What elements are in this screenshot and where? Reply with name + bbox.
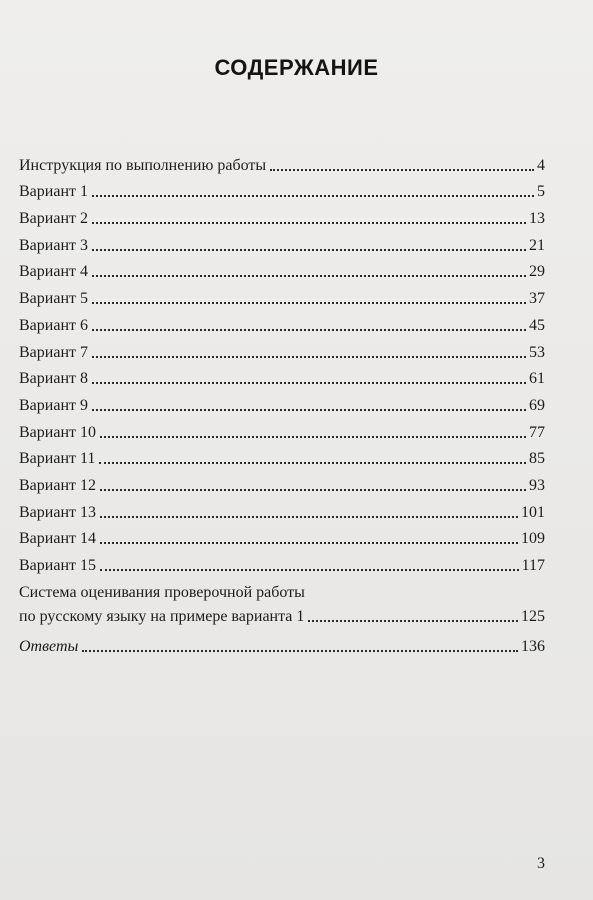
toc-entry-label: Вариант 13: [19, 503, 96, 521]
toc-entry-variant-5: [19, 282, 545, 309]
leader-dots: [92, 275, 526, 277]
toc-entry-page: 77: [529, 423, 545, 441]
toc-entry-label: Вариант 3: [19, 236, 88, 254]
toc-entry-page: 117: [521, 557, 545, 574]
toc-entry-label: Вариант 12: [19, 476, 96, 494]
leader-dots: [92, 249, 526, 251]
toc-entry-page: 61: [529, 370, 545, 388]
leader-dots: [270, 169, 534, 171]
leader-dots: [92, 382, 526, 384]
toc-entry-page: 125: [521, 608, 545, 625]
toc-entry-variant-11: [19, 443, 545, 470]
toc-entry-label: Вариант 2: [19, 210, 88, 228]
toc-entry-variant-3: [19, 229, 545, 256]
toc-entry-instructions: [19, 149, 545, 176]
toc-entry-grading-system: [19, 581, 545, 627]
toc-entry-page: 136: [521, 637, 545, 655]
toc-entry-label: Вариант 14: [19, 530, 96, 548]
toc-entry-variant-9: [19, 389, 545, 416]
toc-entry-page: 29: [529, 263, 545, 281]
toc-entry-page: 21: [529, 236, 545, 254]
leader-dots: [82, 650, 518, 652]
toc-entry-page: 4: [537, 156, 545, 174]
toc-entry-label: Вариант 1: [19, 183, 88, 201]
toc-entry-variant-15: [19, 549, 545, 576]
toc-entry-variant-10: [19, 416, 545, 443]
toc-entry-label-line1: Система оценивания проверочной работы: [19, 584, 305, 601]
toc-entry-variant-6: [19, 309, 545, 336]
toc-entry-page: 101: [521, 503, 545, 521]
toc-entry-page: 5: [537, 183, 545, 201]
toc-entry-label: Ответы: [19, 637, 79, 655]
toc-entry-label: Вариант 6: [19, 316, 88, 334]
toc-entry-variant-1: [19, 176, 545, 203]
toc-entry-label: Вариант 8: [19, 370, 88, 388]
toc-entry-page: 85: [529, 450, 545, 468]
toc-entry-page: 45: [529, 316, 545, 334]
toc-entry-page: 37: [529, 290, 545, 308]
toc-entry-variant-12: [19, 469, 545, 496]
toc-entry-label: Вариант 7: [19, 343, 88, 361]
leader-dots: [92, 356, 526, 358]
leader-dots: [99, 462, 526, 464]
toc-entry-variant-13: [19, 496, 545, 523]
leader-dots: [92, 222, 526, 224]
toc-entry-label: Вариант 15: [19, 557, 96, 574]
leader-dots: [100, 569, 519, 571]
toc-entry-label: Вариант 5: [19, 290, 88, 308]
toc-entry-page: 13: [529, 210, 545, 228]
table-of-contents: [19, 149, 545, 657]
toc-entry-label: Вариант 9: [19, 396, 88, 414]
toc-entry-line2: [19, 605, 545, 627]
toc-entry-label: Инструкция по выполнению работы: [19, 156, 267, 174]
page-title: СОДЕРЖАНИЕ: [214, 55, 379, 80]
toc-entry-label: Вариант 4: [19, 263, 88, 281]
toc-entry-variant-7: [19, 336, 545, 363]
leader-dots: [92, 302, 526, 304]
leader-dots: [92, 195, 534, 197]
toc-entry-variant-8: [19, 363, 545, 390]
toc-entry-variant-2: [19, 202, 545, 229]
toc-entry-variant-14: [19, 523, 545, 550]
leader-dots: [92, 329, 526, 331]
toc-entry-page: 53: [529, 343, 545, 361]
toc-entry-variant-4: [19, 256, 545, 283]
toc-entry-page: 93: [529, 476, 545, 494]
toc-entry-label: Вариант 11: [19, 450, 96, 468]
toc-entry-label-line2: по русскому языку на примере варианта 1: [19, 608, 305, 625]
leader-dots: [100, 489, 526, 491]
toc-entry-answers: [19, 630, 545, 657]
page-number: 3: [537, 855, 545, 872]
leader-dots: [100, 436, 526, 438]
toc-entry-page: 109: [521, 530, 545, 548]
leader-dots: [92, 409, 526, 411]
leader-dots: [308, 620, 518, 622]
leader-dots: [100, 516, 518, 518]
toc-entry-label: Вариант 10: [19, 423, 96, 441]
leader-dots: [100, 542, 518, 544]
toc-entry-page: 69: [529, 396, 545, 414]
